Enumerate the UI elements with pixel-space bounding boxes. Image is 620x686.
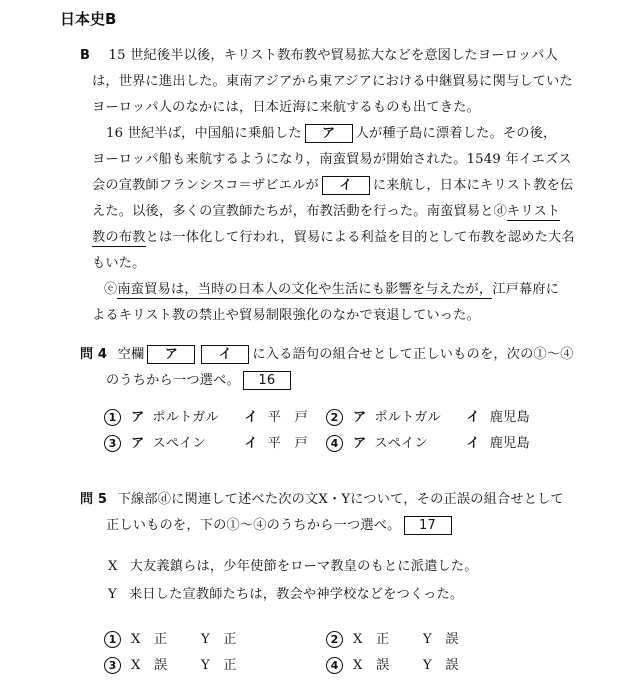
underline-e: 南蛮貿易は，当時の日本人の文化や生活にも影響を与えたが， — [117, 282, 493, 297]
q5-statement-x: X 大友義鎮らは，少年使節をローマ教皇のもとに派遣した。 — [108, 559, 478, 574]
q4-option-1[interactable]: 1 ア ポルトガル イ 平 戸 — [104, 406, 308, 426]
q4-blank-i: イ — [201, 345, 249, 364]
passage-line-4: 16 世紀半ば，中国船に乗船した ア 人が種子島に漂着した。その後， — [106, 126, 557, 141]
underline-d-part1: キリスト — [507, 204, 561, 219]
q4-option-4[interactable]: 4 ア スペイン イ 鹿児島 — [326, 432, 530, 452]
q4-label: 問 4 — [80, 347, 108, 362]
q5-label: 問 5 — [80, 492, 108, 507]
blank-i-box: イ — [322, 176, 370, 195]
q4-blank-a: ア — [147, 345, 195, 364]
passage-line-7: えた。以後，多くの宣教師たちが，布教活動を行った。南蛮貿易とⓓキリスト — [92, 204, 561, 219]
passage-label: B — [80, 48, 91, 63]
q5-option-2[interactable]: 2 X 正 Y 誤 — [326, 628, 459, 648]
passage-line-5: ヨーロッパ船も来航するようになり，南蛮貿易が開始された。1549 年イエズス — [92, 152, 572, 167]
option-number: 1 — [104, 409, 121, 426]
q4-answer-box[interactable]: 16 — [243, 371, 291, 390]
marker-d: ⓓ — [493, 204, 508, 219]
q4-option-2[interactable]: 2 ア ポルトガル イ 鹿児島 — [326, 406, 530, 426]
q4-line-2: のうちから一つ選べ。 16 — [106, 369, 294, 390]
q5-option-3[interactable]: 3 X 誤 Y 正 — [104, 654, 237, 674]
passage-line-1: B 15 世紀後半以後，キリスト教布教や貿易拡大などを意図したヨーロッパ人 — [80, 48, 558, 63]
option-number: 1 — [104, 631, 121, 648]
section-title: 日本史B — [60, 10, 117, 28]
option-number: 4 — [326, 657, 343, 674]
passage-line-2: は，世界に進出した。東南アジアから東アジアにおける中継貿易に関与していた — [92, 74, 573, 89]
q4-line-1: 問 4 空欄 ア イ に入る語句の組合せとして正しいものを，次の①～④ — [80, 347, 574, 362]
q5-option-4[interactable]: 4 X 誤 Y 誤 — [326, 654, 459, 674]
option-number: 4 — [326, 435, 343, 452]
passage-line-6: 会の宣教師フランシスコ＝ザビエルが イ に来航し，日本にキリスト教を伝 — [92, 178, 574, 193]
underline-d-part2: 教の布教 — [92, 230, 146, 245]
marker-e: ⓔ — [104, 282, 118, 297]
q4-option-3[interactable]: 3 ア スペイン イ 平 戸 — [104, 432, 308, 452]
option-number: 2 — [326, 409, 343, 426]
passage-line-11: よるキリスト教の禁止や貿易制限強化のなかで衰退していった。 — [92, 308, 480, 323]
blank-a-box: ア — [305, 124, 353, 143]
passage-line-9: もいた。 — [92, 256, 146, 271]
passage-line-3: ヨーロッパ人のなかには，日本近海に来航するものも出てきた。 — [92, 100, 480, 115]
option-number: 2 — [326, 631, 343, 648]
passage-line-8: 教の布教とは一体化して行われ，貿易による利益を目的として布教を認めた大名 — [92, 230, 575, 245]
option-number: 3 — [104, 657, 121, 674]
passage-line-10: ⓔ南蛮貿易は，当時の日本人の文化や生活にも影響を与えたが，江戸幕府に — [104, 282, 560, 297]
q5-line-1: 問 5 下線部ⓓに関連して述べた次の文X・Yについて，その正誤の組合せとして — [80, 492, 564, 507]
q5-statement-y: Y 来日した宣教師たちは，教会や神学校などをつくった。 — [108, 587, 464, 602]
q5-line-2: 正しいものを，下の①～④のうちから一つ選べ。 17 — [106, 514, 455, 535]
q5-option-1[interactable]: 1 X 正 Y 正 — [104, 628, 237, 648]
option-number: 3 — [104, 435, 121, 452]
q5-answer-box[interactable]: 17 — [404, 516, 452, 535]
